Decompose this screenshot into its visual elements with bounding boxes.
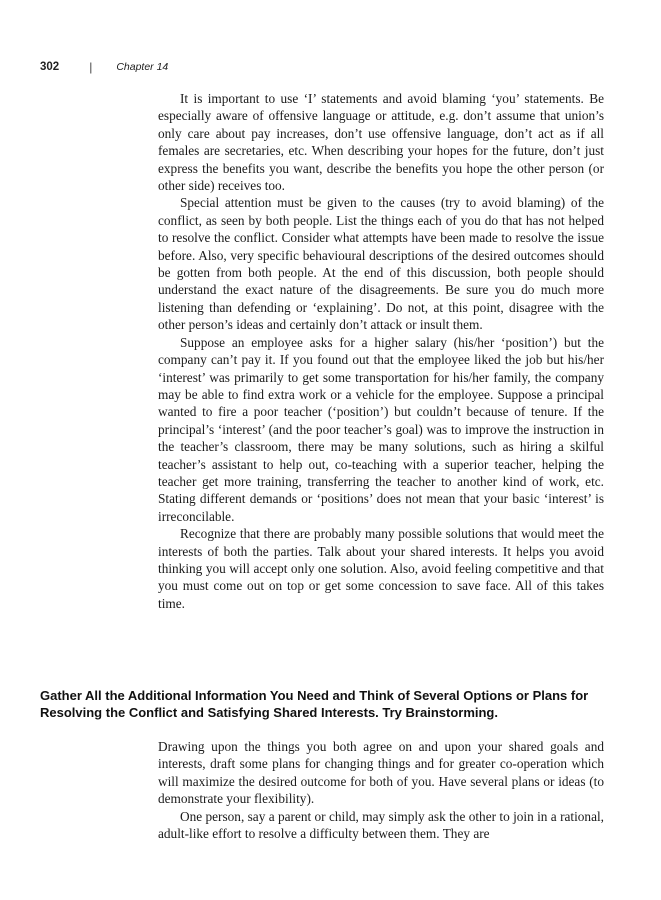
paragraph-draft-plans: Drawing upon the things you both agree on and upon your shared goals and interests, draft some plans for changing things and for greater co-operation which will maximize the desired outcome for both of you. Have several plans or ideas (to demonstrate your flexibility). (158, 739, 604, 807)
section-heading: Gather All the Additional Information You Need and Think of Several Options or Plans for Resolving the Conflict and Satisfying Shared Interests. Try Brainstorming. (40, 687, 589, 720)
paragraph-shared-interests: Recognize that there are probably many possible solutions that would meet the interests of both the parties. Talk about your shared interests. It helps you avoid thinking you will accept only one solution. Also, avoid feeling competitive and that you must come out on top or get some concession to save face. All of this takes time. (158, 526, 604, 611)
paragraph-adult-effort: One person, say a parent or child, may simply ask the other to join in a rational, adult-like effort to resolve a difficulty between them. They are (158, 808, 604, 842)
body-text-bottom (158, 738, 604, 842)
running-header (40, 58, 168, 76)
paragraph-i-statements: It is important to use ‘I’ statements and avoid blaming ‘you’ statements. Be especially aware of offensive language or attitude, e.g. don’t assume that union’s only care about pay increases, don’t use offensive language, don’t act as if all females are secretaries, etc. When describing your hopes for the future, don’t just express the benefits you want, describe the benefits you hope the other person (or other side) receives too. (158, 91, 604, 194)
page-number: 302 (40, 61, 60, 73)
paragraph-causes: Special attention must be given to the causes (try to avoid blaming) of the conflict, as seen by both people. List the things each of you do that has not helped to resolve the conflict. Consider what attempts have been made to resolve the issue before. Also, very specific behavioural descriptions of the desired outcomes should be gotten from both people. At the end of this discussion, both people should understand the exact nature of the disagreements. Be sure you do much more listening than defending or ‘explaining’. Do not, at this point, disagree with the other person’s ideas and certainly don’t attack or insult them. (158, 195, 604, 333)
body-text-top (158, 90, 604, 612)
header-separator: | (89, 60, 93, 74)
paragraph-positions-interests: Suppose an employee asks for a higher salary (his/her ‘position’) but the company can’t pay it. If you found out that the employee liked the job but his/her ‘interest’ was primarily to get some transportation for his/her family, the company may be able to find extra work or a vehicle for the employee. Suppose a principal wanted to fire a poor teacher (‘position’) but couldn’t because of tenure. If the principal’s ‘interest’ (and the poor teacher’s goal) was to improve the instruction in the teacher’s classroom, there may be many solutions, such as hiring a skilful teacher’s assistant to help out, co-teaching with a superior teacher, helping the teacher get more training, transferring the teacher to another kind of work, etc. Stating different demands or ‘positions’ does not mean that your basic ‘interest’ is irreconcilable. (158, 334, 604, 524)
chapter-label: Chapter 14 (116, 61, 169, 73)
